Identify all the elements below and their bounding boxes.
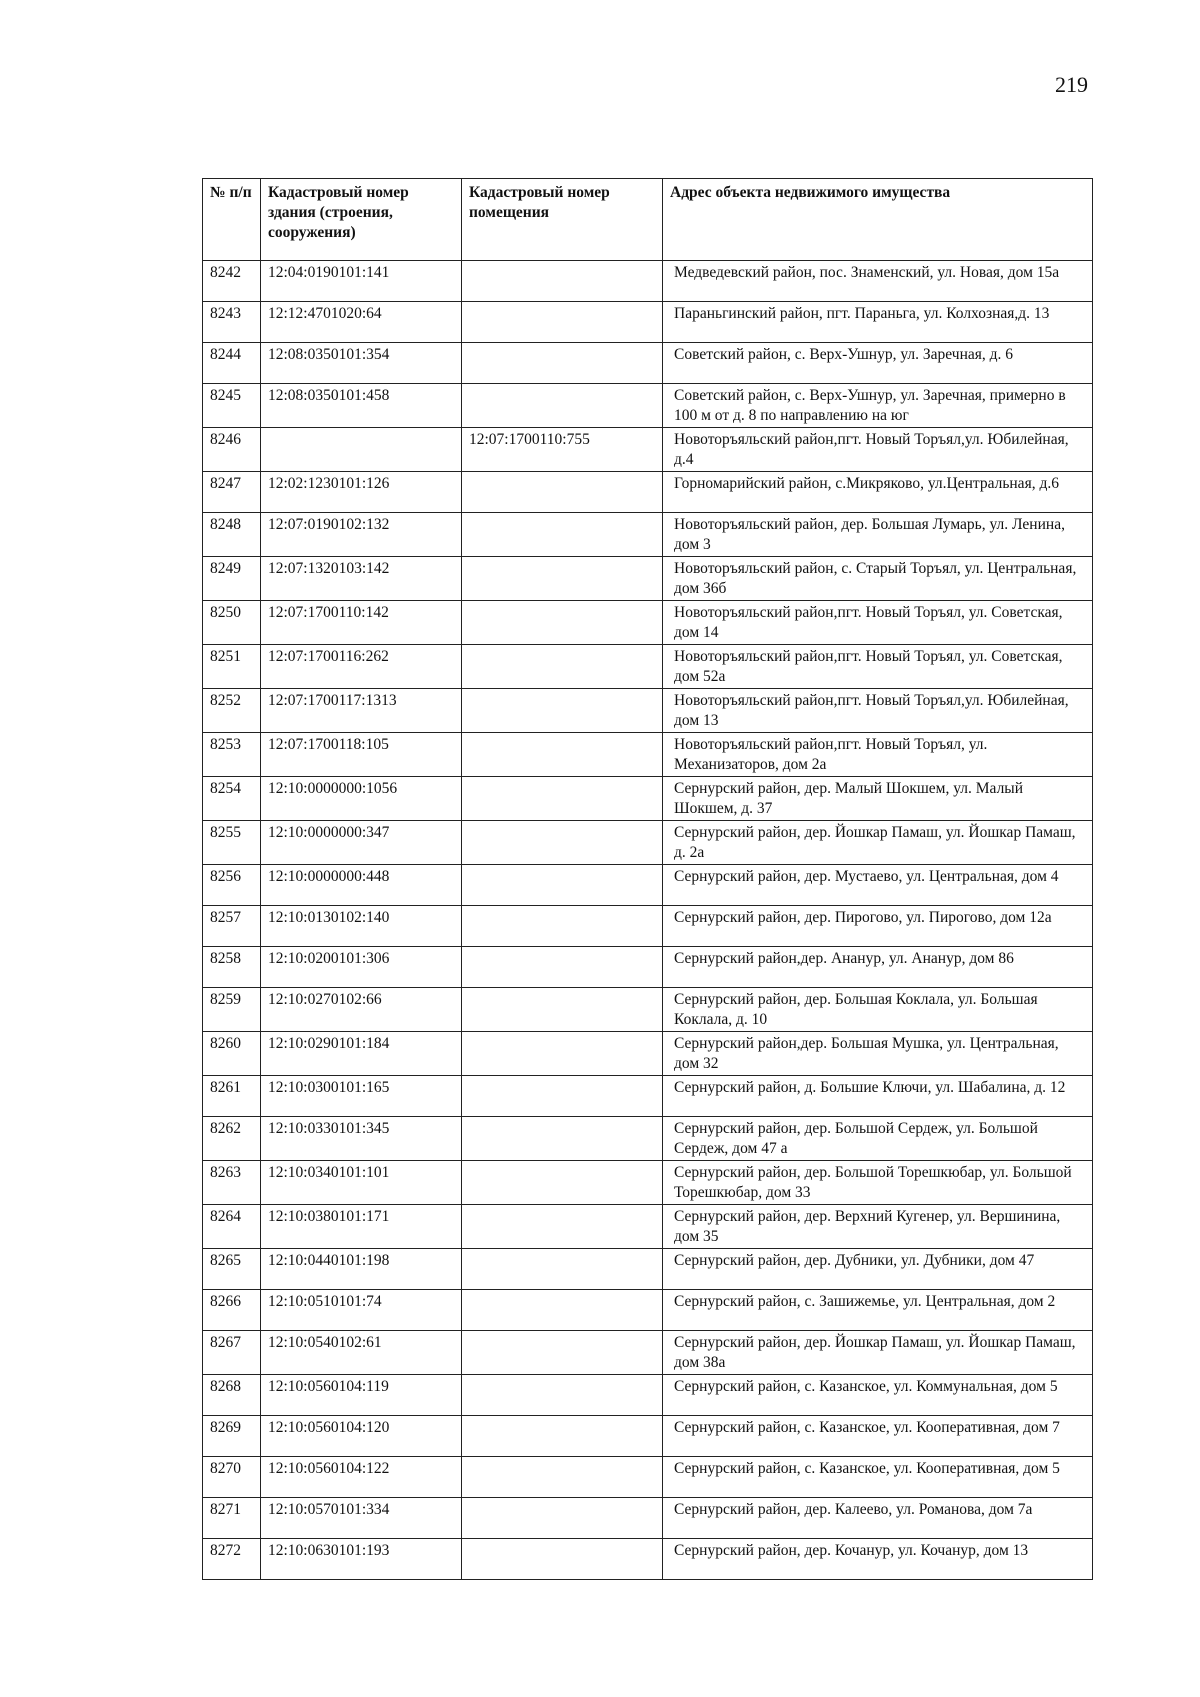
row-number-cell: 8242 xyxy=(203,261,261,302)
address-cell: Параньгинский район, пгт. Параньга, ул. Колхозная,д. 13 xyxy=(663,302,1093,343)
room-cadastral-number-cell xyxy=(462,865,663,906)
table-row xyxy=(203,1375,1093,1416)
row-number-cell: 8248 xyxy=(203,513,261,557)
room-cadastral-number-cell xyxy=(462,906,663,947)
table-row xyxy=(203,1457,1093,1498)
row-number-cell: 8261 xyxy=(203,1076,261,1117)
address-cell: Горномарийский район, с.Микряково, ул.Центральная, д.6 xyxy=(663,472,1093,513)
room-cadastral-number-cell xyxy=(462,1290,663,1331)
building-cadastral-number-cell: 12:10:0630101:193 xyxy=(261,1539,462,1580)
address-cell: Новоторъяльский район, с. Старый Торъял, ул. Центральная, дом 36б xyxy=(663,557,1093,601)
table-row xyxy=(203,1539,1093,1580)
header-property-address: Адрес объекта недвижимого имущества xyxy=(663,179,1093,261)
address-cell: Сернурский район, дер. Большой Сердеж, ул. Большой Сердеж, дом 47 а xyxy=(663,1117,1093,1161)
table-row xyxy=(203,1032,1093,1076)
row-number-cell: 8263 xyxy=(203,1161,261,1205)
table-row xyxy=(203,302,1093,343)
table-row xyxy=(203,557,1093,601)
room-cadastral-number-cell xyxy=(462,1457,663,1498)
table-row xyxy=(203,343,1093,384)
row-number-cell: 8243 xyxy=(203,302,261,343)
building-cadastral-number-cell: 12:07:1320103:142 xyxy=(261,557,462,601)
building-cadastral-number-cell: 12:07:1700116:262 xyxy=(261,645,462,689)
address-cell: Сернурский район, с. Казанское, ул. Кооперативная, дом 5 xyxy=(663,1457,1093,1498)
building-cadastral-number-cell: 12:10:0000000:1056 xyxy=(261,777,462,821)
building-cadastral-number-cell: 12:10:0560104:120 xyxy=(261,1416,462,1457)
address-cell: Сернурский район,дер. Большая Мушка, ул. Центральная, дом 32 xyxy=(663,1032,1093,1076)
building-cadastral-number-cell: 12:04:0190101:141 xyxy=(261,261,462,302)
room-cadastral-number-cell xyxy=(462,1161,663,1205)
address-cell: Сернурский район, дер. Дубники, ул. Дубники, дом 47 xyxy=(663,1249,1093,1290)
table-row xyxy=(203,1290,1093,1331)
row-number-cell: 8253 xyxy=(203,733,261,777)
room-cadastral-number-cell xyxy=(462,821,663,865)
room-cadastral-number-cell xyxy=(462,1117,663,1161)
room-cadastral-number-cell xyxy=(462,302,663,343)
room-cadastral-number-cell xyxy=(462,1076,663,1117)
building-cadastral-number-cell: 12:07:1700110:142 xyxy=(261,601,462,645)
building-cadastral-number-cell: 12:02:1230101:126 xyxy=(261,472,462,513)
table-row xyxy=(203,1416,1093,1457)
building-cadastral-number-cell: 12:12:4701020:64 xyxy=(261,302,462,343)
address-cell: Сернурский район, дер. Верхний Кугенер, ул. Вершинина, дом 35 xyxy=(663,1205,1093,1249)
table-row xyxy=(203,1331,1093,1375)
address-cell: Новоторъяльский район,пгт. Новый Торъял,ул. Юбилейная, дом 13 xyxy=(663,689,1093,733)
table-row xyxy=(203,645,1093,689)
row-number-cell: 8269 xyxy=(203,1416,261,1457)
row-number-cell: 8265 xyxy=(203,1249,261,1290)
building-cadastral-number-cell: 12:10:0300101:165 xyxy=(261,1076,462,1117)
row-number-cell: 8256 xyxy=(203,865,261,906)
building-cadastral-number-cell: 12:10:0330101:345 xyxy=(261,1117,462,1161)
building-cadastral-number-cell: 12:10:0560104:122 xyxy=(261,1457,462,1498)
row-number-cell: 8244 xyxy=(203,343,261,384)
address-cell: Сернурский район, с. Зашижемье, ул. Центральная, дом 2 xyxy=(663,1290,1093,1331)
table-row xyxy=(203,733,1093,777)
table-row xyxy=(203,865,1093,906)
row-number-cell: 8249 xyxy=(203,557,261,601)
address-cell: Новоторъяльский район,пгт. Новый Торъял,ул. Юбилейная, д.4 xyxy=(663,428,1093,472)
room-cadastral-number-cell xyxy=(462,384,663,428)
building-cadastral-number-cell: 12:10:0000000:347 xyxy=(261,821,462,865)
header-room-cadastral-number: Кадастровый номер помещения xyxy=(462,179,663,261)
row-number-cell: 8267 xyxy=(203,1331,261,1375)
address-cell: Новоторъяльский район,пгт. Новый Торъял, ул. Механизаторов, дом 2а xyxy=(663,733,1093,777)
room-cadastral-number-cell xyxy=(462,1249,663,1290)
room-cadastral-number-cell xyxy=(462,645,663,689)
room-cadastral-number-cell xyxy=(462,557,663,601)
table-row xyxy=(203,384,1093,428)
table-row xyxy=(203,906,1093,947)
address-cell: Новоторъяльский район,пгт. Новый Торъял, ул. Советская, дом 14 xyxy=(663,601,1093,645)
table-row xyxy=(203,689,1093,733)
page-number: 219 xyxy=(1055,72,1088,97)
header-row-number: № п/п xyxy=(203,179,261,261)
table-row xyxy=(203,821,1093,865)
row-number-cell: 8259 xyxy=(203,988,261,1032)
address-cell: Сернурский район, дер. Мустаево, ул. Центральная, дом 4 xyxy=(663,865,1093,906)
row-number-cell: 8270 xyxy=(203,1457,261,1498)
table-row xyxy=(203,1161,1093,1205)
room-cadastral-number-cell xyxy=(462,1416,663,1457)
table-row xyxy=(203,1117,1093,1161)
table-row xyxy=(203,947,1093,988)
table-row xyxy=(203,428,1093,472)
row-number-cell: 8272 xyxy=(203,1539,261,1580)
table-row xyxy=(203,472,1093,513)
row-number-cell: 8247 xyxy=(203,472,261,513)
table-row xyxy=(203,261,1093,302)
room-cadastral-number-cell xyxy=(462,1539,663,1580)
table-row xyxy=(203,777,1093,821)
row-number-cell: 8254 xyxy=(203,777,261,821)
address-cell: Сернурский район, дер. Йошкар Памаш, ул. Йошкар Памаш, д. 2а xyxy=(663,821,1093,865)
building-cadastral-number-cell: 12:10:0000000:448 xyxy=(261,865,462,906)
address-cell: Сернурский район, д. Большие Ключи, ул. Шабалина, д. 12 xyxy=(663,1076,1093,1117)
address-cell: Сернурский район, дер. Калеево, ул. Романова, дом 7а xyxy=(663,1498,1093,1539)
room-cadastral-number-cell xyxy=(462,1375,663,1416)
building-cadastral-number-cell: 12:08:0350101:458 xyxy=(261,384,462,428)
header-building-cadastral-number: Кадастровый номер здания (строения, сооружения) xyxy=(261,179,462,261)
table-row xyxy=(203,988,1093,1032)
row-number-cell: 8251 xyxy=(203,645,261,689)
building-cadastral-number-cell: 12:10:0570101:334 xyxy=(261,1498,462,1539)
room-cadastral-number-cell xyxy=(462,1205,663,1249)
table-header-row xyxy=(203,179,1093,261)
room-cadastral-number-cell xyxy=(462,513,663,557)
row-number-cell: 8250 xyxy=(203,601,261,645)
address-cell: Сернурский район, дер. Пирогово, ул. Пирогово, дом 12а xyxy=(663,906,1093,947)
room-cadastral-number-cell xyxy=(462,1498,663,1539)
row-number-cell: 8252 xyxy=(203,689,261,733)
room-cadastral-number-cell xyxy=(462,733,663,777)
row-number-cell: 8258 xyxy=(203,947,261,988)
room-cadastral-number-cell xyxy=(462,343,663,384)
table-body xyxy=(203,261,1093,1580)
row-number-cell: 8264 xyxy=(203,1205,261,1249)
room-cadastral-number-cell xyxy=(462,988,663,1032)
building-cadastral-number-cell: 12:10:0270102:66 xyxy=(261,988,462,1032)
address-cell: Советский район, с. Верх-Ушнур, ул. Заречная, примерно в 100 м от д. 8 по направлению на юг xyxy=(663,384,1093,428)
building-cadastral-number-cell: 12:10:0510101:74 xyxy=(261,1290,462,1331)
room-cadastral-number-cell xyxy=(462,777,663,821)
row-number-cell: 8271 xyxy=(203,1498,261,1539)
address-cell: Советский район, с. Верх-Ушнур, ул. Заречная, д. 6 xyxy=(663,343,1093,384)
building-cadastral-number-cell: 12:07:1700117:1313 xyxy=(261,689,462,733)
room-cadastral-number-cell xyxy=(462,1331,663,1375)
row-number-cell: 8257 xyxy=(203,906,261,947)
building-cadastral-number-cell xyxy=(261,428,462,472)
table-row xyxy=(203,1205,1093,1249)
table-row xyxy=(203,513,1093,557)
row-number-cell: 8268 xyxy=(203,1375,261,1416)
property-registry-table xyxy=(202,178,1093,1580)
row-number-cell: 8266 xyxy=(203,1290,261,1331)
building-cadastral-number-cell: 12:10:0290101:184 xyxy=(261,1032,462,1076)
address-cell: Сернурский район, дер. Большой Торешкюбар, ул. Большой Торешкюбар, дом 33 xyxy=(663,1161,1093,1205)
row-number-cell: 8260 xyxy=(203,1032,261,1076)
table-row xyxy=(203,1498,1093,1539)
row-number-cell: 8246 xyxy=(203,428,261,472)
row-number-cell: 8262 xyxy=(203,1117,261,1161)
address-cell: Сернурский район, дер. Йошкар Памаш, ул. Йошкар Памаш, дом 38а xyxy=(663,1331,1093,1375)
room-cadastral-number-cell xyxy=(462,1032,663,1076)
building-cadastral-number-cell: 12:10:0540102:61 xyxy=(261,1331,462,1375)
address-cell: Новоторъяльский район, дер. Большая Лумарь, ул. Ленина, дом 3 xyxy=(663,513,1093,557)
building-cadastral-number-cell: 12:10:0200101:306 xyxy=(261,947,462,988)
room-cadastral-number-cell xyxy=(462,689,663,733)
room-cadastral-number-cell xyxy=(462,947,663,988)
address-cell: Сернурский район, дер. Большая Коклала, ул. Большая Коклала, д. 10 xyxy=(663,988,1093,1032)
room-cadastral-number-cell xyxy=(462,601,663,645)
building-cadastral-number-cell: 12:10:0380101:171 xyxy=(261,1205,462,1249)
address-cell: Сернурский район, дер. Кочанур, ул. Кочанур, дом 13 xyxy=(663,1539,1093,1580)
table-row xyxy=(203,1076,1093,1117)
building-cadastral-number-cell: 12:07:1700118:105 xyxy=(261,733,462,777)
row-number-cell: 8245 xyxy=(203,384,261,428)
address-cell: Сернурский район, с. Казанское, ул. Кооперативная, дом 7 xyxy=(663,1416,1093,1457)
room-cadastral-number-cell xyxy=(462,472,663,513)
building-cadastral-number-cell: 12:10:0440101:198 xyxy=(261,1249,462,1290)
building-cadastral-number-cell: 12:10:0130102:140 xyxy=(261,906,462,947)
room-cadastral-number-cell: 12:07:1700110:755 xyxy=(462,428,663,472)
building-cadastral-number-cell: 12:10:0560104:119 xyxy=(261,1375,462,1416)
address-cell: Новоторъяльский район,пгт. Новый Торъял, ул. Советская, дом 52а xyxy=(663,645,1093,689)
address-cell: Сернурский район,дер. Ананур, ул. Ананур, дом 86 xyxy=(663,947,1093,988)
room-cadastral-number-cell xyxy=(462,261,663,302)
building-cadastral-number-cell: 12:08:0350101:354 xyxy=(261,343,462,384)
table-row xyxy=(203,1249,1093,1290)
building-cadastral-number-cell: 12:07:0190102:132 xyxy=(261,513,462,557)
address-cell: Сернурский район, дер. Малый Шокшем, ул. Малый Шокшем, д. 37 xyxy=(663,777,1093,821)
address-cell: Медведевский район, пос. Знаменский, ул. Новая, дом 15а xyxy=(663,261,1093,302)
row-number-cell: 8255 xyxy=(203,821,261,865)
table-row xyxy=(203,601,1093,645)
address-cell: Сернурский район, с. Казанское, ул. Коммунальная, дом 5 xyxy=(663,1375,1093,1416)
building-cadastral-number-cell: 12:10:0340101:101 xyxy=(261,1161,462,1205)
